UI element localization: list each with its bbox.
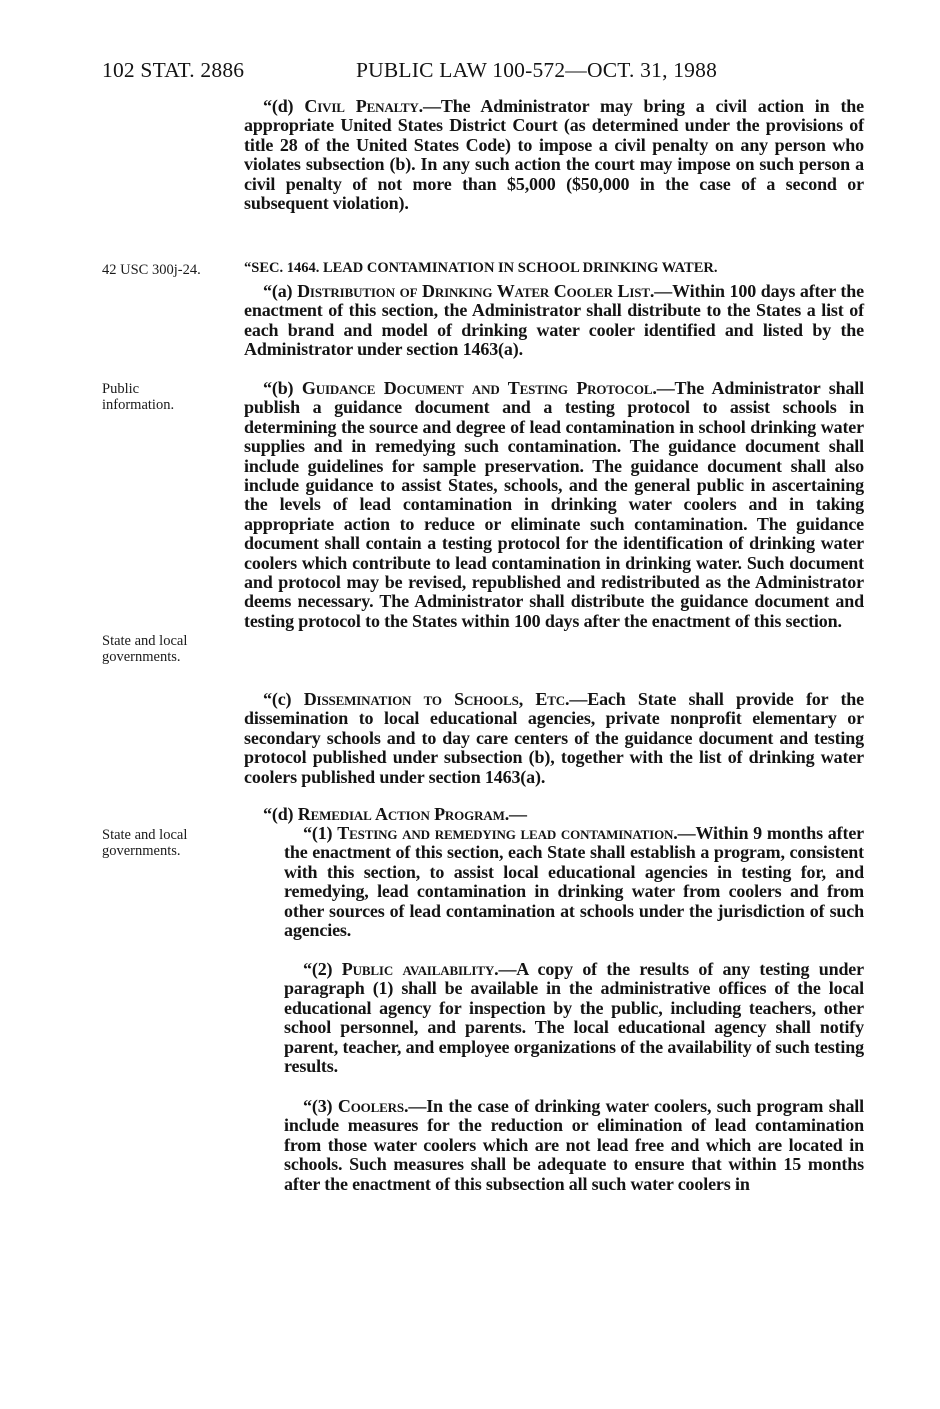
paragraph-heading: Coolers. bbox=[337, 1096, 409, 1116]
paragraph-d3 bbox=[284, 1097, 864, 1194]
paragraph-text: — bbox=[509, 804, 527, 824]
paragraph-text: —In the case of drinking water coolers, such program shall include measures for the reduction or elimination of lead contamination from those water coolers which are not lead free and which are located in schools. Such measures shall be adequate to ensure that within 15 months after the enactment of this subsection all such water coolers in bbox=[284, 1096, 864, 1194]
paragraph-prefix: “(d) bbox=[263, 804, 298, 824]
paragraph-heading: Guidance Document and Testing Protocol. bbox=[301, 378, 657, 398]
margin-note-line: information. bbox=[102, 397, 175, 413]
paragraph-a bbox=[244, 282, 864, 360]
paragraph-text: —The Administrator shall publish a guidance document and a testing protocol to assist schools in determining the source and degree of lead contamination in school drinking water supplies and in remedying such contamination. The guidance document shall include guidelines for sample preservation. The guidance document shall also include guidance to assist States, schools, and the general public in ascertaining the levels of lead contamination in drinking water coolers and in taking appropriate action to reduce or eliminate such contamination. The guidance document shall contain a testing protocol for the identification of drinking water coolers which contribute to lead contamination in drinking water. Such document and protocol may be revised, republished and redistributed as the Administrator deems necessary. The Administrator shall distribute the guidance document and testing protocol to the States within 100 days after the enactment of this section. bbox=[244, 378, 864, 631]
margin-note-line: State and local bbox=[102, 827, 188, 843]
page-header bbox=[102, 58, 862, 88]
paragraph-prefix: “(a) bbox=[263, 281, 298, 301]
paragraph-text: —The Administrator may bring a civil action in the appropriate United States District Court (as determined under the provisions of title 28 of the United States Code) to impose a civil penalty on any person who violates subsection (b). In any such action the court may impose on such person a civil penalty of not more than $5,000 ($50,000 in the case of a second or subsequent violation). bbox=[244, 96, 864, 214]
paragraph-prefix: “(d) bbox=[263, 96, 305, 116]
paragraph-heading: Distribution of Drinking Water Cooler List. bbox=[297, 281, 655, 301]
paragraph-heading: Civil Penalty. bbox=[304, 96, 424, 116]
margin-note-line: governments. bbox=[102, 649, 181, 665]
paragraph-heading: Dissemination to Schools, Etc. bbox=[303, 689, 570, 709]
paragraph-d2 bbox=[284, 960, 864, 1076]
paragraph-prefix: “(b) bbox=[263, 378, 302, 398]
margin-note-public-information bbox=[102, 381, 232, 413]
paragraph-text: —Within 9 months after the enactment of this section, each State shall establish a program, consistent with this section, to assist local educational agencies in testing for, and remedying, lead contamination in drinking water from coolers and from other sources of lead contamination at schools under the jurisdiction of such agencies. bbox=[284, 823, 864, 941]
paragraph-heading: Remedial Action Program. bbox=[297, 804, 510, 824]
paragraph-prefix: “(c) bbox=[263, 689, 304, 709]
paragraph-text: —Within 100 days after the enactment of this section, the Administrator shall distribute to the States a list of each brand and model of drinking water cooler identified and listed by the Administrator under section 1463(a). bbox=[244, 281, 864, 360]
paragraph-text: —A copy of the results of any testing under paragraph (1) shall be available in the administrative offices of the local educational agency for inspection by the public, including teachers, other school personnel, and parents. The local educational agency shall notify parent, teacher, and employee organizations of the availability of such testing results. bbox=[284, 959, 864, 1077]
margin-note-line: State and local bbox=[102, 633, 188, 649]
paragraph-prefix: “(2) bbox=[303, 959, 342, 979]
public-law-title: PUBLIC LAW 100-572—OCT. 31, 1988 bbox=[356, 58, 718, 82]
paragraph-c bbox=[244, 690, 864, 787]
margin-note-line: Public bbox=[102, 381, 140, 397]
paragraph-civil-penalty bbox=[244, 97, 864, 213]
margin-note-state-local-1 bbox=[102, 633, 232, 665]
margin-note-state-local-2 bbox=[102, 827, 232, 859]
stat-reference: 102 STAT. 2886 bbox=[102, 58, 245, 82]
paragraph-b bbox=[244, 379, 864, 631]
margin-note-usc: 42 USC 300j-24. bbox=[102, 262, 201, 278]
paragraph-prefix: “(1) bbox=[303, 823, 338, 843]
paragraph-heading: Public availability. bbox=[341, 959, 499, 979]
paragraph-heading: Testing and remedying lead contamination. bbox=[337, 823, 678, 843]
margin-note-line: governments. bbox=[102, 843, 181, 859]
paragraph-text: —Each State shall provide for the dissemination to local educational agencies, private nonprofit elementary or secondary schools and to day care centers of the guidance document and testing protocol published under subsection (b), together with the list of drinking water coolers published under section 1463(a). bbox=[244, 689, 865, 787]
paragraph-d1 bbox=[284, 824, 864, 940]
paragraph-prefix: “(3) bbox=[303, 1096, 338, 1116]
section-heading: “SEC. 1464. LEAD CONTAMINATION IN SCHOOL DRINKING WATER. bbox=[244, 260, 718, 276]
paragraph-d bbox=[244, 805, 864, 824]
